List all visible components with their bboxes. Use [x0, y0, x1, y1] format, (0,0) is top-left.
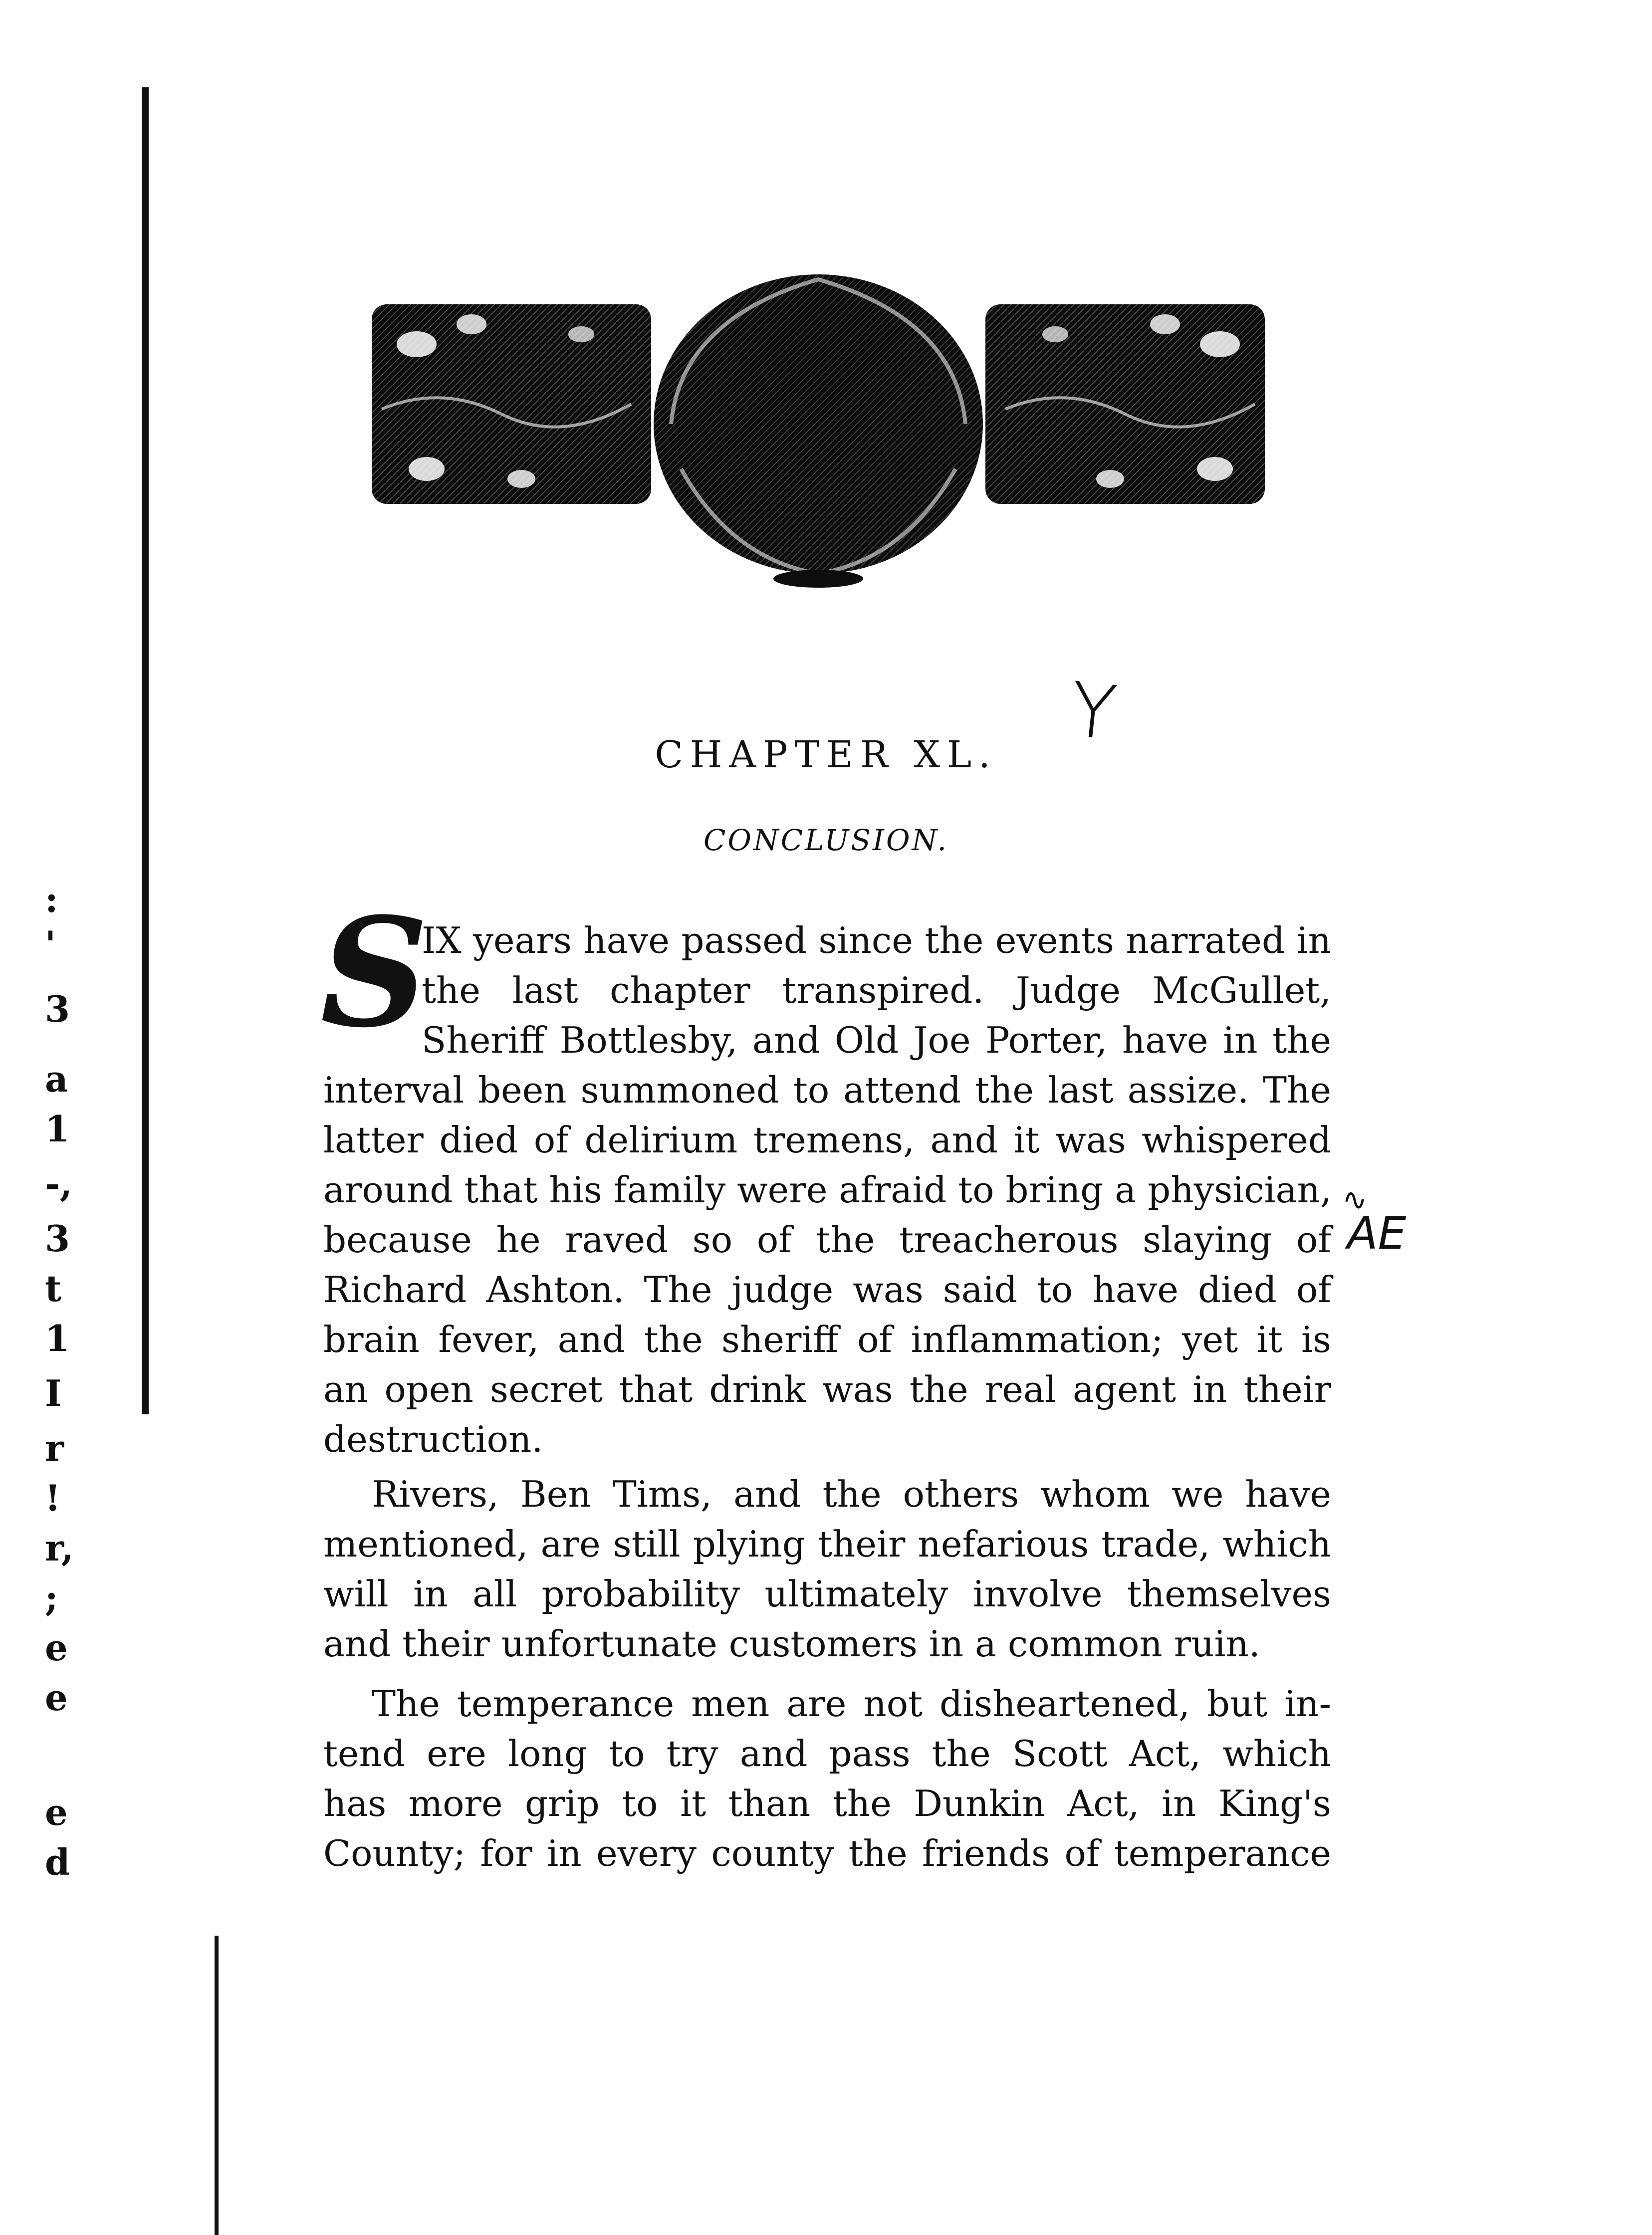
text-line: has more grip to it than the Dunkin Act, in King's [323, 1783, 1331, 1824]
margin-fragment: d [45, 1841, 70, 1883]
margin-fragment: 3 [45, 988, 70, 1030]
text-line: interval been summoned to attend the last assize. The [323, 1069, 1331, 1111]
chapter-title: CHAPTER XL. [655, 733, 997, 776]
margin-fragment: : [45, 878, 58, 920]
text-line: the last chapter transpired. Judge McGullet, [422, 969, 1331, 1011]
margin-fragment: ! [45, 1477, 61, 1519]
text-line: and their unfortunate customers in a common ruin. [323, 1623, 1260, 1665]
ornamental-headpiece [372, 259, 1265, 589]
text-line: Richard Ashton. The judge was said to have died of [323, 1269, 1331, 1311]
margin-fragment: r, [45, 1527, 74, 1569]
text-line: The temperance men are not disheartened, but in- [372, 1683, 1331, 1725]
text-line: mentioned, are still plying their nefarious trade, which [323, 1523, 1331, 1565]
handwritten-mark-top: Y [1066, 666, 1121, 758]
text-line: IX years have passed since the events narrated in [422, 919, 1331, 961]
text-line: brain fever, and the sheriff of inflammation; yet it is [323, 1319, 1331, 1360]
handwritten-mark-side: AE [1347, 1207, 1407, 1260]
margin-fragment: -, [45, 1162, 72, 1205]
margin-fragment: ' [45, 923, 56, 965]
margin-fragment: a [45, 1058, 68, 1100]
margin-fragment: e [45, 1626, 68, 1669]
margin-fragment: r [45, 1427, 64, 1469]
text-line: Rivers, Ben Tims, and the others whom we have [372, 1473, 1331, 1515]
text-line: an open secret that drink was the real agent in their [323, 1368, 1331, 1410]
headpiece-center-medallion [654, 274, 983, 588]
drop-cap: S [320, 885, 429, 1061]
text-line: Sheriff Bottlesby, and Old Joe Porter, have in the [422, 1019, 1331, 1061]
gutter-shadow-line-lower [215, 1936, 219, 2235]
text-line: tend ere long to try and pass the Scott Act, which [323, 1733, 1331, 1775]
margin-fragment: t [45, 1267, 62, 1310]
headpiece-right-panel [985, 304, 1265, 504]
section-title: CONCLUSION. [704, 823, 948, 857]
text-line: destruction. [323, 1418, 543, 1460]
margin-fragment: 1 [45, 1317, 70, 1359]
text-line: will in all probability ultimately involve themselves [323, 1573, 1331, 1615]
margin-fragment: ; [45, 1576, 58, 1619]
margin-fragment: e [45, 1676, 68, 1719]
headpiece-left-panel [372, 304, 651, 504]
margin-fragment: I [45, 1372, 62, 1414]
text-line: around that his family were afraid to bring a physician, [323, 1169, 1332, 1211]
text-line: County; for in every county the friends of temperance [323, 1832, 1331, 1874]
margin-fragment: 1 [45, 1108, 70, 1150]
margin-fragment: e [45, 1791, 68, 1833]
text-line: because he raved so of the treacherous slaying of [323, 1219, 1331, 1261]
margin-fragment: 3 [45, 1217, 70, 1260]
text-line: latter died of delirium tremens, and it was whispered [323, 1119, 1331, 1161]
handwritten-squiggle: ∿ [1342, 1182, 1368, 1217]
